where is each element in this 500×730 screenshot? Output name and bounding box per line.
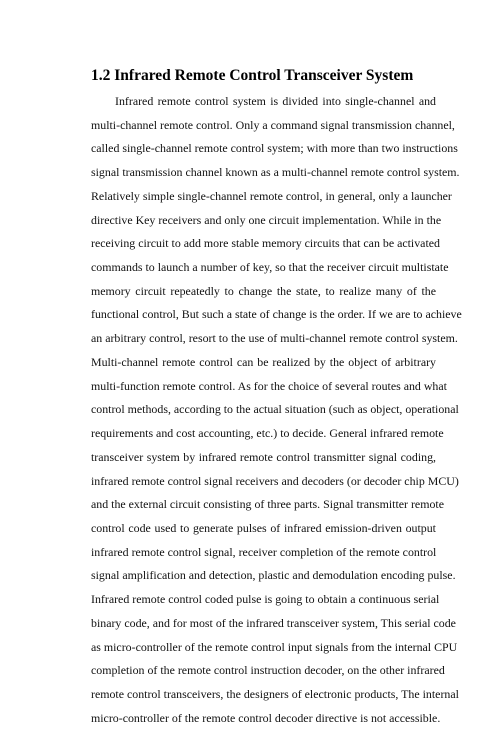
paragraph-line: multi-channel remote control. Only a command signal transmission channel, [91, 117, 455, 132]
paragraph-line: functional control, But such a state of change is the order. If we are to achieve [91, 307, 462, 322]
paragraph-line: Relatively simple single-channel remote control, in general, only a launcher [91, 188, 452, 203]
paragraph-line: as micro-controller of the remote control input signals from the internal CPU [91, 639, 458, 654]
paragraph-line: commands to launch a number of key, so that the receiver circuit multistate [91, 260, 449, 275]
paragraph-line: multi-function remote control. As for the choice of several routes and what [91, 378, 447, 393]
paragraph-line: requirements and cost accounting, etc.) to decide. General infrared remote [91, 426, 444, 441]
paragraph-line: an arbitrary control, resort to the use of multi-channel remote control system. [91, 331, 458, 346]
body-paragraph [91, 90, 462, 730]
paragraph-line: micro-controller of the remote control decoder directive is not accessible. [91, 710, 441, 725]
paragraph-line: receiving circuit to add more stable memory circuits that can be activated [91, 236, 440, 251]
paragraph-line: and the external circuit consisting of three parts. Signal transmitter remote [91, 497, 444, 512]
paragraph-line: directive Key receivers and only one circuit implementation. While in the [91, 212, 442, 227]
paragraph-line: Infrared remote control system is divided into single-channel and [115, 94, 436, 108]
paragraph-line: memory circuit repeatedly to change the state, to realize many of the [91, 283, 436, 298]
paragraph-line: control methods, according to the actual situation (such as object, operational [91, 402, 459, 417]
paragraph-line: transceiver system by infrared remote control transmitter signal coding, [91, 449, 436, 464]
paragraph-line: infrared remote control signal, receiver completion of the remote control [91, 544, 437, 559]
paragraph-line: Multi-channel remote control can be realized by the object of arbitrary [91, 354, 436, 369]
paragraph-line: binary code, and for most of the infrared transceiver system, This serial code [91, 615, 456, 630]
paragraph-line: signal amplification and detection, plastic and demodulation encoding pulse. [91, 568, 456, 583]
paragraph-line: control code used to generate pulses of infrared emission-driven output [91, 520, 436, 535]
paragraph-line: Infrared remote control coded pulse is going to obtain a continuous serial [91, 592, 440, 607]
paragraph-line: remote control transceivers, the designers of electronic products, The internal [91, 686, 459, 701]
paragraph-line: completion of the remote control instruction decoder, on the other infrared [91, 663, 445, 678]
paragraph-line: infrared remote control signal receivers and decoders (or decoder chip MCU) [91, 473, 459, 488]
section-heading: 1.2 Infrared Remote Control Transceiver System [91, 67, 414, 84]
paragraph-line: called single-channel remote control system; with more than two instructions [91, 141, 458, 156]
paragraph-line: signal transmission channel known as a multi-channel remote control system. [91, 165, 460, 180]
